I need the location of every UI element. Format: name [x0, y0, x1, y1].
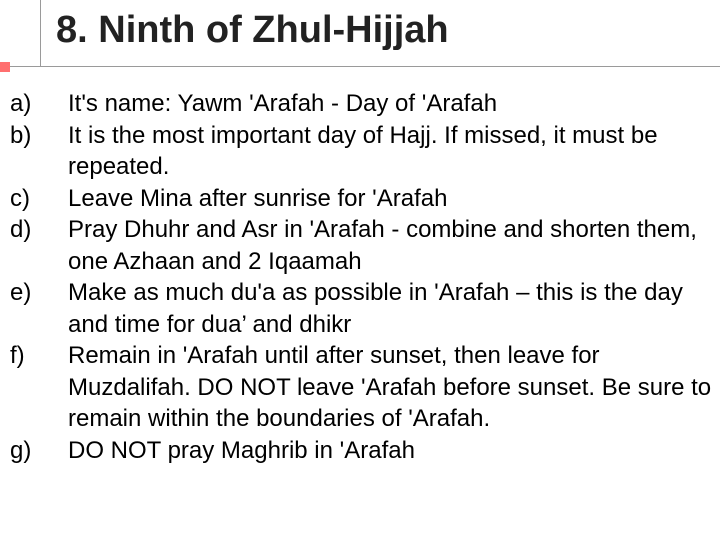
- list-marker: c): [10, 184, 30, 212]
- list-item: [0, 277, 715, 340]
- list-item: [0, 88, 715, 120]
- list-item-text: It's name: Yawm 'Arafah - Day of 'Arafah: [68, 90, 498, 117]
- title-divider-vertical: [40, 0, 41, 66]
- list-marker: d): [10, 216, 32, 243]
- list-item: [0, 435, 715, 467]
- list-item: [0, 120, 715, 183]
- list-marker: f): [10, 342, 25, 369]
- slide-title: 8. Ninth of Zhul-Hijjah: [56, 9, 449, 51]
- list-marker: e): [10, 279, 32, 306]
- list-item-text: Make as much du'a as possible in 'Arafah – this is the day and time for dua’ and dhikr: [68, 279, 683, 338]
- list-item: [0, 214, 715, 277]
- list-item-text: Leave Mina after sunrise for 'Arafah: [68, 184, 448, 212]
- list-item-text: It is the most important day of Hajj. If missed, it must be repeated.: [68, 121, 658, 180]
- list-item-text: DO NOT pray Maghrib in 'Arafah: [68, 436, 415, 464]
- list-marker: a): [10, 90, 32, 117]
- list-item: [0, 340, 715, 435]
- list-marker: g): [10, 436, 32, 464]
- accent-square: [0, 62, 10, 72]
- list-item-text: Pray Dhuhr and Asr in 'Arafah - combine and shorten them, one Azhaan and 2 Iqaamah: [68, 216, 697, 275]
- list-item-text: Remain in 'Arafah until after sunset, then leave for Muzdalifah. DO NOT leave 'Arafah before sunset. Be sure to remain within the boundaries of 'Arafah.: [68, 342, 712, 432]
- bullet-list: [0, 88, 715, 466]
- list-item: [0, 183, 715, 215]
- list-marker: b): [10, 121, 32, 149]
- title-divider-horizontal: [0, 66, 720, 67]
